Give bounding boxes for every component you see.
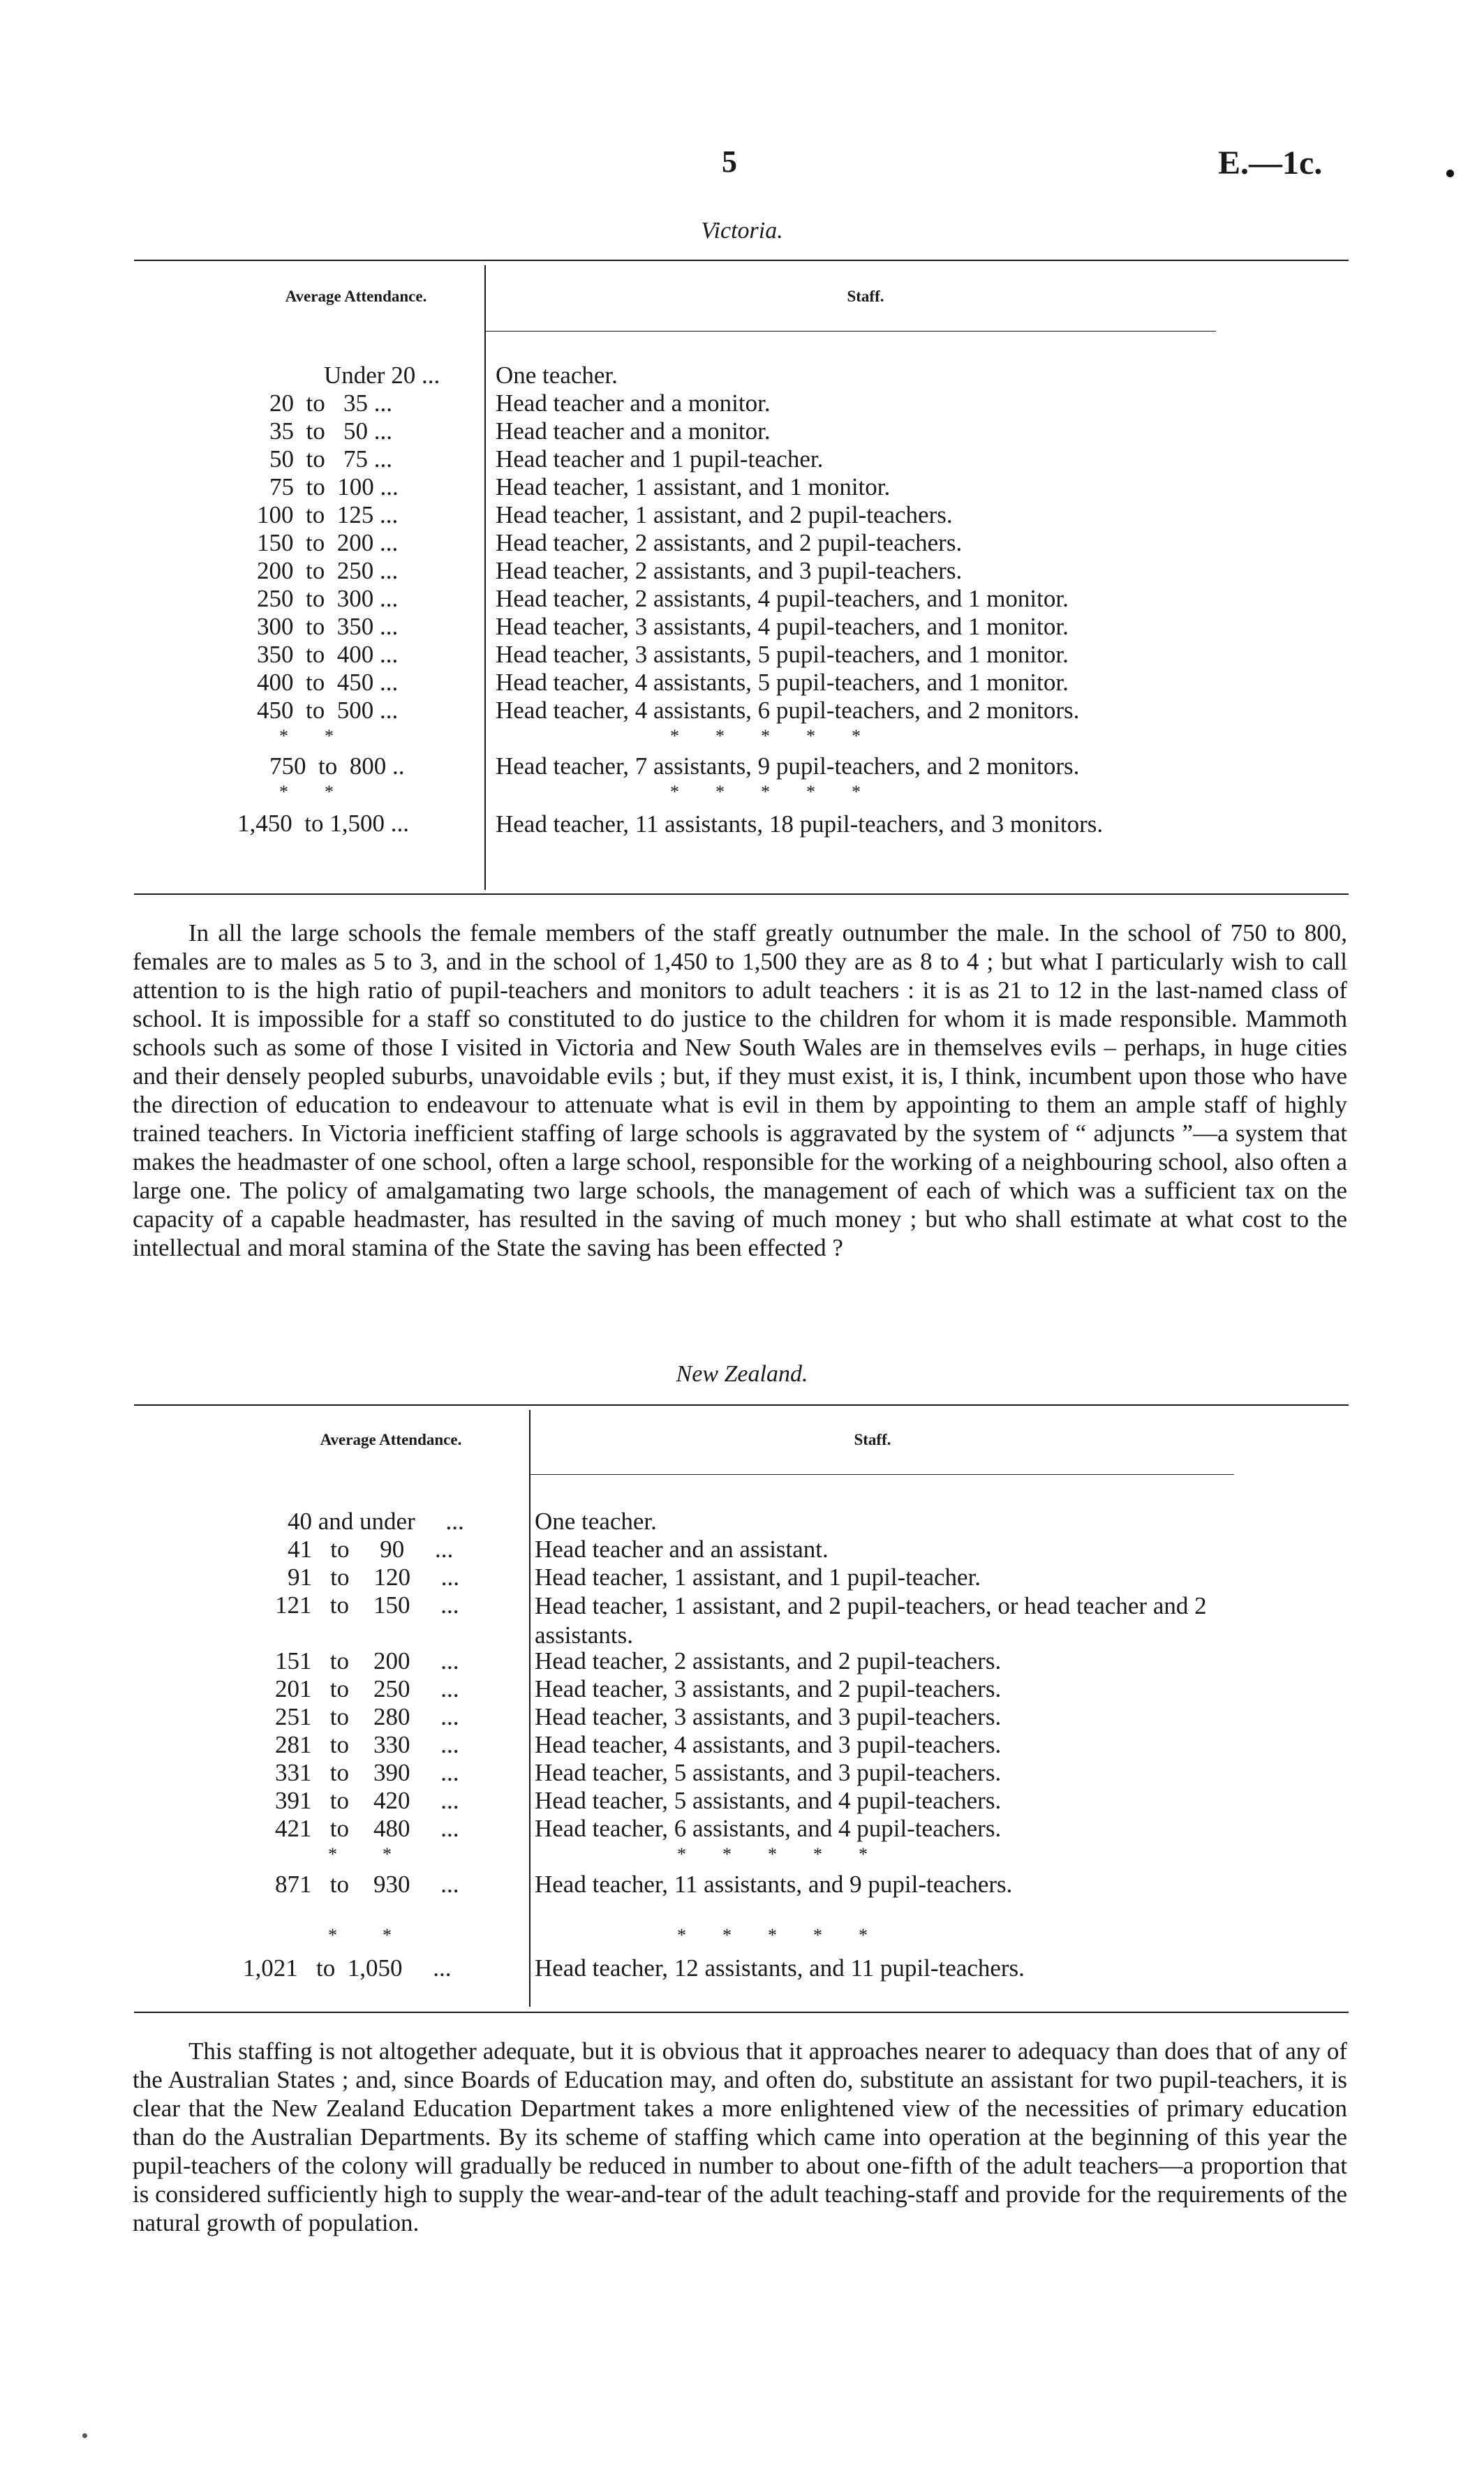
ellipsis-stars: * * * * * [677,1844,868,1864]
range-cell: 281 to 330 ... [275,1731,459,1758]
range-cell: 50 to 75 ... [269,445,392,473]
range-cell: 250 to 300 ... [257,585,399,612]
ellipsis-stars: * * * * * [677,1925,868,1945]
staff-cell: Head teacher, 3 assistants, and 2 pupil-teachers. [535,1675,1002,1702]
range-cell: 150 to 200 ... [257,529,399,556]
staff-cell: Head teacher, 11 assistants, 18 pupil-teachers, and 3 monitors. [496,810,1104,838]
range-cell: 450 to 500 ... [257,697,399,724]
staff-cell: Head teacher, 1 assistant, and 1 monitor. [496,473,891,500]
staff-cell: Head teacher, 5 assistants, and 4 pupil-teachers. [535,1787,1002,1814]
staff-cell: Head teacher, 2 assistants, and 2 pupil-teachers. [496,529,963,556]
col-header-attendance: Average Attendance. [320,1431,462,1448]
range-cell: 331 to 390 ... [275,1759,459,1786]
staff-cell: Head teacher and a monitor. [496,417,771,445]
staff-cell: Head teacher, 3 assistants, 4 pupil-teachers, and 1 monitor. [496,613,1069,640]
range-cell: 121 to 150 ... [275,1591,459,1619]
staff-cell: Head teacher, 1 assistant, and 2 pupil-teachers, or head teacher and 2 assistants. [535,1592,1207,1649]
staff-cell: Head teacher, 4 assistants, 5 pupil-teachers, and 1 monitor. [496,669,1069,696]
staff-cell: Head teacher, 2 assistants, 4 pupil-teachers, and 1 monitor. [496,585,1069,612]
staff-cell: Head teacher, 2 assistants, and 2 pupil-teachers. [535,1647,1002,1674]
staff-cell: Head teacher, 3 assistants, and 3 pupil-teachers. [535,1703,1002,1730]
table-top-rule [134,1404,1349,1406]
range-cell: 35 to 50 ... [269,417,392,445]
staff-cell: Head teacher and 1 pupil-teacher. [496,445,824,473]
col-header-staff: Staff. [847,288,884,305]
range-cell: 91 to 120 ... [288,1564,459,1591]
staff-cell: Head teacher, 7 assistants, 9 pupil-teachers, and 2 monitors. [496,752,1080,780]
page-number: 5 [722,144,737,179]
ellipsis-stars: * * * * * [670,726,861,746]
ellipsis-stars: * * [279,726,334,746]
header-rule [484,331,1216,332]
range-cell: 1,021 to 1,050 ... [243,1954,452,1982]
table-top-rule [134,260,1349,261]
col-header-staff: Staff. [854,1431,891,1448]
range-cell: 350 to 400 ... [257,641,399,668]
column-divider [529,1410,530,2007]
range-cell: 151 to 200 ... [275,1647,459,1674]
staff-cell: One teacher. [535,1508,657,1535]
range-cell: 251 to 280 ... [275,1703,459,1730]
ellipsis-stars: * * * * * [670,782,861,802]
range-cell: 871 to 930 ... [275,1871,459,1898]
staff-cell: Head teacher, 11 assistants, and 9 pupil-teachers. [535,1871,1013,1898]
range-cell: 421 to 480 ... [275,1815,459,1842]
ink-dot [1446,170,1454,177]
ellipsis-stars: * * [279,782,334,802]
table-bottom-rule [134,893,1349,895]
ellipsis-stars: * * [328,1844,392,1864]
range-cell: Under 20 ... [324,362,440,389]
col-header-attendance: Average Attendance. [285,288,427,305]
range-cell: 391 to 420 ... [275,1787,459,1814]
range-cell: 100 to 125 ... [257,501,399,528]
staff-cell: Head teacher, 4 assistants, 6 pupil-teachers, and 2 monitors. [496,697,1080,724]
staff-cell: Head teacher, 2 assistants, and 3 pupil-teachers. [496,557,963,584]
range-cell: 400 to 450 ... [257,669,399,696]
staff-cell: Head teacher, 6 assistants, and 4 pupil-teachers. [535,1815,1002,1842]
new-zealand-caption: New Zealand. [676,1361,808,1387]
document-reference: E.—1c. [1218,144,1323,181]
table-bottom-rule [134,2012,1349,2013]
body-paragraph: In all the large schools the female members of the staff greatly outnumber the male. In the school of 750 to 800, females are to males as 5 to 3, and in the school of 1,450 to 1,500 they are as 8 to 4 ; but what I particularly wish to call attention to is the high ratio of pupil-teachers and monitors to adult teachers : it is as 21 to 12 in the last-named class of school. It is impossible for a staff so constituted to do justice to the children for whom it is made responsible. Mammoth schools such as some of those I visited in Victoria and New South Wales are in themselves evils – perhaps, in huge cities and their densely peopled suburbs, unavoidable evils ; but, if they must exist, it is, I think, incumbent upon those who have the direction of education to endeavour to attenuate what is evil in them by appointing to them an ample staff of highly trained teachers. In Victoria inefficient staffing of large schools is aggravated by the system of “ adjuncts ”—a system that makes the headmaster of one school, often a large school, responsible for the working of a neighbouring school, also often a large one. The policy of amalgamating two large schools, the management of each of which was a sufficient tax on the capacity of a capable headmaster, has resulted in the saving of much money ; but who shall estimate at what cost to the intellectual and moral stamina of the State the saving has been effected ? [133,919,1347,1261]
range-cell: 75 to 100 ... [269,473,399,500]
staff-cell: Head teacher, 1 assistant, and 1 pupil-teacher. [535,1564,981,1591]
staff-cell: Head teacher and an assistant. [535,1536,829,1563]
staff-cell: Head teacher, 4 assistants, and 3 pupil-teachers. [535,1731,1002,1758]
range-cell: 1,450 to 1,500 ... [237,810,409,837]
victoria-caption: Victoria. [701,218,783,244]
staff-cell: Head teacher, 5 assistants, and 3 pupil-teachers. [535,1759,1002,1786]
ellipsis-stars: * * [328,1925,392,1945]
staff-cell: One teacher. [496,362,618,389]
staff-cell: Head teacher, 3 assistants, 5 pupil-teachers, and 1 monitor. [496,641,1069,668]
range-cell: 20 to 35 ... [269,389,392,417]
range-cell: 300 to 350 ... [257,613,399,640]
ink-dot [82,2433,87,2438]
range-cell: 40 and under ... [288,1508,464,1535]
range-cell: 201 to 250 ... [275,1675,459,1702]
body-paragraph: This staffing is not altogether adequate, but it is obvious that it approaches nearer to adequacy than does that of any of the Australian States ; and, since Boards of Education may, and often do, substitute an assistant for two pupil-teachers, it is clear that the New Zealand Education Department takes a more enlightened view of the necessities of primary education than do the Australian Departments. By its scheme of staffing which came into operation at the beginning of this year the pupil-teachers of the colony will gradually be reduced in number to about one-fifth of the adult teachers—a proportion that is considered sufficiently high to supply the wear-and-tear of the adult teaching-staff and provide for the requirements of the natural growth of population. [133,2037,1347,2236]
range-cell: 200 to 250 ... [257,557,399,584]
range-cell: 41 to 90 ... [288,1536,454,1563]
column-divider [484,265,486,890]
header-rule [529,1474,1234,1475]
range-cell: 750 to 800 .. [269,752,405,780]
staff-cell: Head teacher and a monitor. [496,389,771,417]
staff-cell: Head teacher, 12 assistants, and 11 pupil-teachers. [535,1954,1025,1982]
staff-cell: Head teacher, 1 assistant, and 2 pupil-teachers. [496,501,953,528]
